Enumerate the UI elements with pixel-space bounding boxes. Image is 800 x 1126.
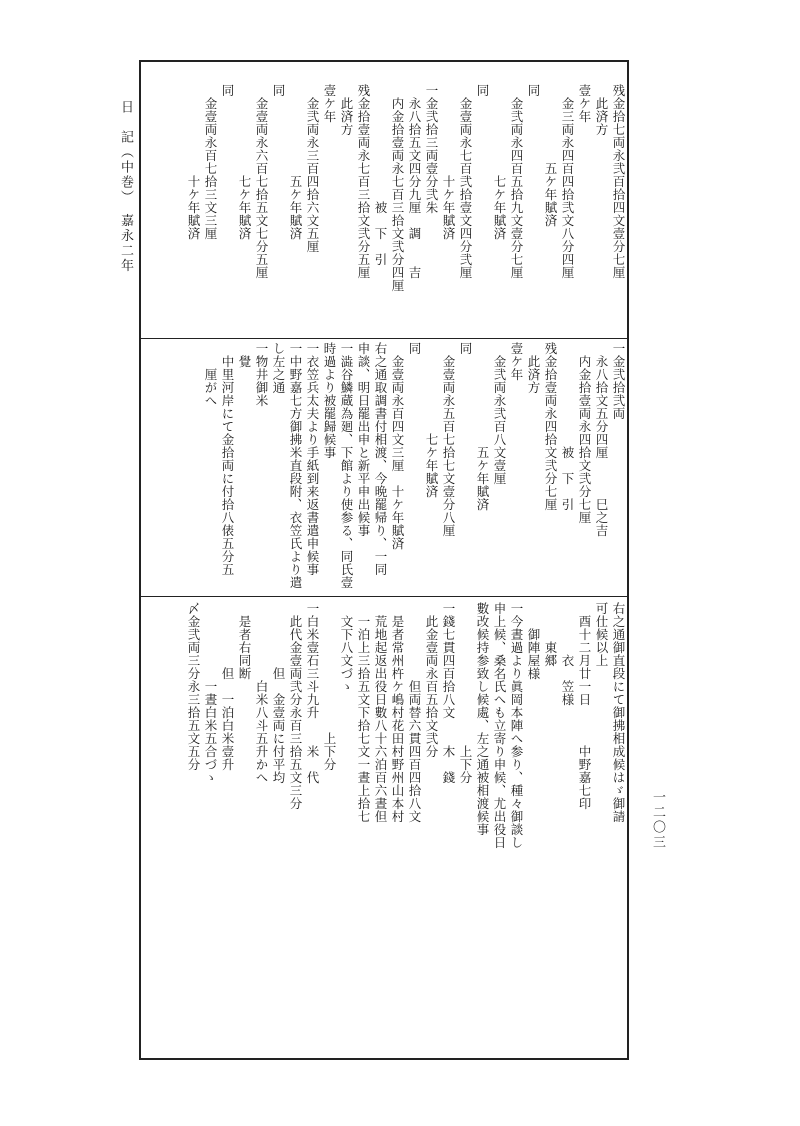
- text-column: 十ケ年賦済: [186, 175, 201, 240]
- text-column: 衣 笠様: [560, 654, 575, 706]
- text-column: 覺: [237, 355, 252, 368]
- text-column: 同: [475, 84, 490, 97]
- text-column: 上下分: [458, 745, 473, 784]
- text-column: 酉十二月廿一日 中野嘉七印: [577, 615, 592, 810]
- text-column: 此済方: [339, 97, 354, 136]
- section-bottom: [141, 602, 627, 857]
- text-column: 金壹両永六百七拾五文七分五厘: [254, 97, 269, 279]
- section-top: [141, 84, 627, 334]
- section-middle: [141, 342, 627, 592]
- text-column: 此代金壹両弐分永百三拾五文三分: [288, 615, 303, 810]
- text-column: 一金弐拾三両壹分弐朱: [424, 84, 439, 214]
- text-column: 一晝白米五合づゝ: [203, 680, 218, 784]
- text-column: 七ケ年賦済: [424, 433, 439, 498]
- text-column: 同: [220, 84, 235, 97]
- text-column: 〆金弐両三分永三拾五文五分: [186, 602, 201, 771]
- text-column: 金三両永四百四拾弐文八分四厘: [560, 97, 575, 279]
- text-column: 一澁谷鱗蔵為廻、下館より使参る、同氏壹: [339, 342, 354, 589]
- text-column: 金弐両永四百五拾九文壹分七厘: [509, 97, 524, 279]
- text-column: 一今晝過より眞岡本陣へ参り、種々御談し: [509, 602, 524, 849]
- text-column: 残金拾壹両永四拾文弐分七厘: [543, 342, 558, 511]
- text-column: 東郷: [543, 641, 558, 667]
- text-column: 中里河岸にて金拾両に付拾八俵五分五: [220, 355, 235, 576]
- text-column: 此済方: [526, 355, 541, 394]
- text-column: 荒地起返出役日數八十六泊百六晝但: [373, 615, 388, 823]
- text-column: 十ケ年賦済: [441, 175, 456, 240]
- text-column: 永八拾文五分四厘 巳之吉: [594, 355, 609, 537]
- text-column: 五ケ年賦済: [475, 446, 490, 511]
- text-column: 壹ケ年: [577, 84, 592, 123]
- text-column: 残金拾壹両永七百三拾文弐分五厘: [356, 84, 371, 279]
- text-column: 被 下 引: [560, 446, 575, 511]
- section-divider: [139, 338, 629, 339]
- text-column: 同: [526, 84, 541, 97]
- text-column: 一衣笠兵太夫より手紙到来返書遣申候事: [305, 342, 320, 576]
- text-column: 五ケ年賦済: [288, 175, 303, 240]
- text-column: 申上候、桑名氏へも立寄り申候、尤出役日: [492, 602, 507, 849]
- text-column: 金壹両永百四文三厘 十ケ年賦済: [390, 355, 405, 550]
- text-column: 永八拾五文四分九厘 調 吉: [407, 97, 422, 279]
- text-column: 一金弐拾弐両: [611, 342, 626, 420]
- text-column: し左之通: [271, 342, 286, 394]
- text-column: 數改候持参致し候處、左之通被相渡候事: [475, 602, 490, 836]
- page-number: 一二〇三: [650, 790, 665, 850]
- text-column: 金壹両永五百七拾七文壹分八厘: [441, 355, 456, 537]
- text-column: 此金壹両永百五拾文弐分: [424, 615, 439, 758]
- text-column: 此済方: [594, 97, 609, 136]
- text-column: 御陣屋様: [526, 628, 541, 680]
- text-column: 時過より被罷歸候事: [322, 342, 337, 459]
- text-column: 上下分: [322, 732, 337, 771]
- text-column: 一白米壹石三斗九升 米 代: [305, 602, 320, 784]
- text-column: 内金拾壹両永四拾文弐分七厘: [577, 355, 592, 524]
- text-column: 一物井御米: [254, 342, 269, 407]
- text-column: 被 下 引: [373, 201, 388, 266]
- text-column: 白米八斗五升かへ: [254, 680, 269, 784]
- text-column: 可仕候以上: [594, 602, 609, 667]
- text-column: 残金拾七両永弐百拾四文壹分七厘: [611, 84, 626, 279]
- text-column: 同: [271, 84, 286, 97]
- text-column: 申談、明日罷出申と新平申出候事: [356, 342, 371, 537]
- text-column: 七ケ年賦済: [237, 175, 252, 240]
- text-column: 内金拾壹両永七百三拾文弐分四厘: [390, 97, 405, 292]
- text-column: 同: [407, 342, 422, 355]
- text-column: 是者常州杵ケ嶋村花田村野州山本村: [390, 615, 405, 823]
- text-column: 壹ケ年: [322, 84, 337, 123]
- text-column: 七ケ年賦済: [492, 175, 507, 240]
- text-column: 五ケ年賦済: [543, 162, 558, 227]
- text-column: 同: [458, 342, 473, 355]
- text-column: 一中野嘉七方御拂米直段附、衣笠氏より遣: [288, 342, 303, 589]
- running-header: 日 記（中巻） 嘉永二年: [118, 100, 133, 274]
- text-column: 是者右同断: [237, 615, 252, 680]
- text-column: 金弐両永三百四拾六文五厘: [305, 97, 320, 253]
- text-column: 金壹両永七百弐拾壹文四分弐厘: [458, 97, 473, 279]
- text-column: 一泊上三拾五文下拾七文一晝上拾七: [356, 615, 371, 823]
- text-column: 金弐両永弐百八文壹厘: [492, 355, 507, 485]
- text-column: 厘がへ: [203, 368, 218, 407]
- text-column: 但 金壹両に付平均: [271, 667, 286, 784]
- section-divider: [139, 596, 629, 597]
- text-column: 壹ケ年: [509, 342, 524, 381]
- text-column: 右之通御直段にて御拂相成候はゞ御請: [611, 602, 626, 823]
- text-column: 一錢七貫四百拾八文 木 錢: [441, 602, 456, 784]
- text-column: 但両替六貫四百四拾八文: [407, 680, 422, 823]
- text-column: 文下八文づゝ: [339, 615, 354, 693]
- text-column: 右之通取調書付相渡、今晩罷帰り、一同: [373, 342, 388, 576]
- text-column: 但 一泊白米壹升: [220, 667, 235, 771]
- text-column: 金壹両永百七拾三文三厘: [203, 97, 218, 240]
